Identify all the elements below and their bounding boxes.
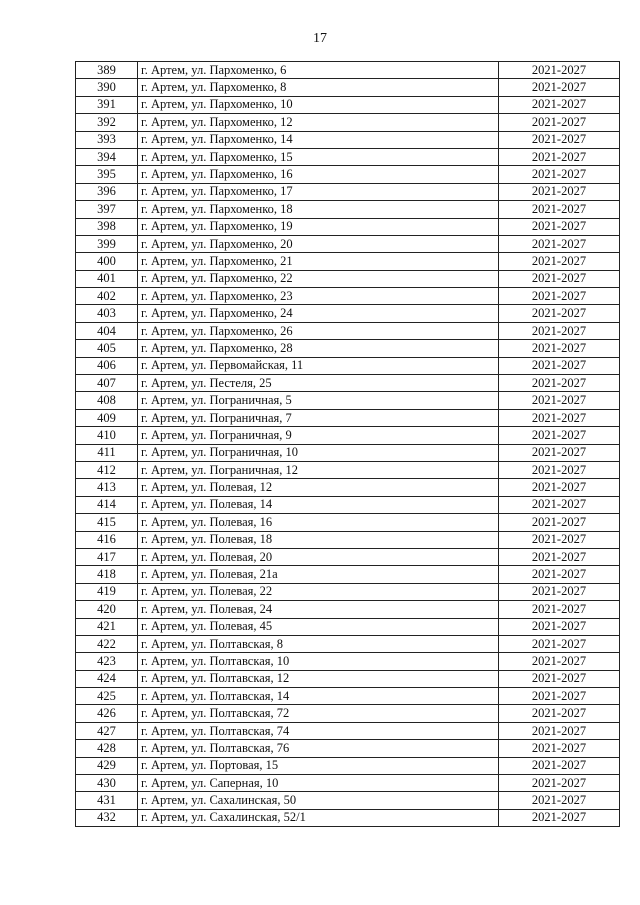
address-table-body (76, 62, 620, 827)
address-cell: г. Артем, ул. Полевая, 24 (138, 601, 499, 618)
row-number-cell: 422 (76, 635, 138, 652)
row-number-cell: 430 (76, 775, 138, 792)
table-row (76, 775, 620, 792)
period-cell: 2021-2027 (499, 340, 620, 357)
address-cell: г. Артем, ул. Полевая, 22 (138, 583, 499, 600)
period-cell: 2021-2027 (499, 514, 620, 531)
address-cell: г. Артем, ул. Полтавская, 72 (138, 705, 499, 722)
period-cell: 2021-2027 (499, 166, 620, 183)
row-number-cell: 403 (76, 305, 138, 322)
row-number-cell: 405 (76, 340, 138, 357)
period-cell: 2021-2027 (499, 531, 620, 548)
address-cell: г. Артем, ул. Сахалинская, 52/1 (138, 809, 499, 826)
period-cell: 2021-2027 (499, 288, 620, 305)
row-number-cell: 401 (76, 270, 138, 287)
table-row (76, 688, 620, 705)
row-number-cell: 400 (76, 253, 138, 270)
row-number-cell: 398 (76, 218, 138, 235)
row-number-cell: 428 (76, 740, 138, 757)
address-cell: г. Артем, ул. Пархоменко, 16 (138, 166, 499, 183)
table-row (76, 62, 620, 79)
period-cell: 2021-2027 (499, 548, 620, 565)
table-row (76, 322, 620, 339)
table-row (76, 583, 620, 600)
table-row (76, 514, 620, 531)
row-number-cell: 399 (76, 235, 138, 252)
address-cell: г. Артем, ул. Пограничная, 5 (138, 392, 499, 409)
row-number-cell: 416 (76, 531, 138, 548)
address-cell: г. Артем, ул. Пархоменко, 6 (138, 62, 499, 79)
address-cell: г. Артем, ул. Полевая, 12 (138, 479, 499, 496)
period-cell: 2021-2027 (499, 183, 620, 200)
table-row (76, 96, 620, 113)
row-number-cell: 424 (76, 670, 138, 687)
table-row (76, 357, 620, 374)
period-cell: 2021-2027 (499, 96, 620, 113)
table-row (76, 635, 620, 652)
table-row (76, 757, 620, 774)
address-cell: г. Артем, ул. Первомайская, 11 (138, 357, 499, 374)
table-row (76, 531, 620, 548)
row-number-cell: 415 (76, 514, 138, 531)
row-number-cell: 392 (76, 114, 138, 131)
row-number-cell: 402 (76, 288, 138, 305)
row-number-cell: 395 (76, 166, 138, 183)
row-number-cell: 389 (76, 62, 138, 79)
row-number-cell: 390 (76, 79, 138, 96)
row-number-cell: 391 (76, 96, 138, 113)
table-row (76, 548, 620, 565)
period-cell: 2021-2027 (499, 618, 620, 635)
table-row (76, 670, 620, 687)
table-row (76, 740, 620, 757)
row-number-cell: 414 (76, 496, 138, 513)
table-row (76, 270, 620, 287)
period-cell: 2021-2027 (499, 566, 620, 583)
table-row (76, 444, 620, 461)
address-cell: г. Артем, ул. Пархоменко, 21 (138, 253, 499, 270)
period-cell: 2021-2027 (499, 496, 620, 513)
table-row (76, 183, 620, 200)
period-cell: 2021-2027 (499, 792, 620, 809)
row-number-cell: 410 (76, 427, 138, 444)
table-row (76, 235, 620, 252)
table-row (76, 148, 620, 165)
row-number-cell: 413 (76, 479, 138, 496)
address-cell: г. Артем, ул. Саперная, 10 (138, 775, 499, 792)
address-cell: г. Артем, ул. Пархоменко, 23 (138, 288, 499, 305)
table-row (76, 305, 620, 322)
address-cell: г. Артем, ул. Пархоменко, 18 (138, 201, 499, 218)
row-number-cell: 393 (76, 131, 138, 148)
table-row (76, 705, 620, 722)
table-row (76, 288, 620, 305)
row-number-cell: 408 (76, 392, 138, 409)
address-cell: г. Артем, ул. Сахалинская, 50 (138, 792, 499, 809)
address-cell: г. Артем, ул. Пархоменко, 17 (138, 183, 499, 200)
table-row (76, 479, 620, 496)
row-number-cell: 418 (76, 566, 138, 583)
address-cell: г. Артем, ул. Полтавская, 14 (138, 688, 499, 705)
period-cell: 2021-2027 (499, 79, 620, 96)
address-table (75, 61, 620, 827)
row-number-cell: 421 (76, 618, 138, 635)
period-cell: 2021-2027 (499, 131, 620, 148)
address-cell: г. Артем, ул. Полтавская, 76 (138, 740, 499, 757)
row-number-cell: 407 (76, 375, 138, 392)
row-number-cell: 432 (76, 809, 138, 826)
row-number-cell: 396 (76, 183, 138, 200)
table-row (76, 618, 620, 635)
period-cell: 2021-2027 (499, 705, 620, 722)
address-cell: г. Артем, ул. Полтавская, 12 (138, 670, 499, 687)
row-number-cell: 409 (76, 409, 138, 426)
table-row (76, 253, 620, 270)
period-cell: 2021-2027 (499, 809, 620, 826)
period-cell: 2021-2027 (499, 583, 620, 600)
table-row (76, 392, 620, 409)
address-cell: г. Артем, ул. Пограничная, 9 (138, 427, 499, 444)
row-number-cell: 427 (76, 722, 138, 739)
table-row (76, 409, 620, 426)
period-cell: 2021-2027 (499, 444, 620, 461)
table-row (76, 218, 620, 235)
row-number-cell: 419 (76, 583, 138, 600)
period-cell: 2021-2027 (499, 235, 620, 252)
address-cell: г. Артем, ул. Полевая, 18 (138, 531, 499, 548)
table-row (76, 566, 620, 583)
period-cell: 2021-2027 (499, 635, 620, 652)
table-row (76, 809, 620, 826)
address-cell: г. Артем, ул. Полтавская, 10 (138, 653, 499, 670)
period-cell: 2021-2027 (499, 392, 620, 409)
table-row (76, 427, 620, 444)
row-number-cell: 426 (76, 705, 138, 722)
row-number-cell: 420 (76, 601, 138, 618)
table-row (76, 201, 620, 218)
address-table-container (75, 61, 620, 827)
row-number-cell: 404 (76, 322, 138, 339)
table-row (76, 166, 620, 183)
address-cell: г. Артем, ул. Пограничная, 12 (138, 461, 499, 478)
row-number-cell: 423 (76, 653, 138, 670)
row-number-cell: 394 (76, 148, 138, 165)
address-cell: г. Артем, ул. Пархоменко, 14 (138, 131, 499, 148)
period-cell: 2021-2027 (499, 757, 620, 774)
row-number-cell: 425 (76, 688, 138, 705)
address-cell: г. Артем, ул. Портовая, 15 (138, 757, 499, 774)
address-cell: г. Артем, ул. Пархоменко, 28 (138, 340, 499, 357)
period-cell: 2021-2027 (499, 322, 620, 339)
table-row (76, 114, 620, 131)
period-cell: 2021-2027 (499, 62, 620, 79)
address-cell: г. Артем, ул. Пархоменко, 19 (138, 218, 499, 235)
address-cell: г. Артем, ул. Полтавская, 8 (138, 635, 499, 652)
period-cell: 2021-2027 (499, 479, 620, 496)
table-row (76, 79, 620, 96)
row-number-cell: 411 (76, 444, 138, 461)
table-row (76, 375, 620, 392)
table-row (76, 722, 620, 739)
table-row (76, 792, 620, 809)
period-cell: 2021-2027 (499, 114, 620, 131)
row-number-cell: 397 (76, 201, 138, 218)
address-cell: г. Артем, ул. Пестеля, 25 (138, 375, 499, 392)
period-cell: 2021-2027 (499, 357, 620, 374)
period-cell: 2021-2027 (499, 427, 620, 444)
table-row (76, 653, 620, 670)
address-cell: г. Артем, ул. Полевая, 20 (138, 548, 499, 565)
address-cell: г. Артем, ул. Пархоменко, 24 (138, 305, 499, 322)
period-cell: 2021-2027 (499, 740, 620, 757)
period-cell: 2021-2027 (499, 375, 620, 392)
row-number-cell: 406 (76, 357, 138, 374)
address-cell: г. Артем, ул. Пограничная, 7 (138, 409, 499, 426)
address-cell: г. Артем, ул. Пархоменко, 26 (138, 322, 499, 339)
address-cell: г. Артем, ул. Пархоменко, 20 (138, 235, 499, 252)
period-cell: 2021-2027 (499, 305, 620, 322)
row-number-cell: 412 (76, 461, 138, 478)
period-cell: 2021-2027 (499, 148, 620, 165)
period-cell: 2021-2027 (499, 653, 620, 670)
page-number: 17 (313, 31, 327, 46)
address-cell: г. Артем, ул. Полевая, 45 (138, 618, 499, 635)
period-cell: 2021-2027 (499, 601, 620, 618)
table-row (76, 496, 620, 513)
period-cell: 2021-2027 (499, 253, 620, 270)
period-cell: 2021-2027 (499, 722, 620, 739)
period-cell: 2021-2027 (499, 688, 620, 705)
address-cell: г. Артем, ул. Пархоменко, 15 (138, 148, 499, 165)
address-cell: г. Артем, ул. Полевая, 16 (138, 514, 499, 531)
period-cell: 2021-2027 (499, 201, 620, 218)
table-row (76, 601, 620, 618)
period-cell: 2021-2027 (499, 409, 620, 426)
row-number-cell: 431 (76, 792, 138, 809)
period-cell: 2021-2027 (499, 670, 620, 687)
address-cell: г. Артем, ул. Пархоменко, 8 (138, 79, 499, 96)
address-cell: г. Артем, ул. Пограничная, 10 (138, 444, 499, 461)
address-cell: г. Артем, ул. Пархоменко, 12 (138, 114, 499, 131)
address-cell: г. Артем, ул. Пархоменко, 22 (138, 270, 499, 287)
period-cell: 2021-2027 (499, 218, 620, 235)
table-row (76, 461, 620, 478)
row-number-cell: 417 (76, 548, 138, 565)
table-row (76, 340, 620, 357)
period-cell: 2021-2027 (499, 461, 620, 478)
address-cell: г. Артем, ул. Пархоменко, 10 (138, 96, 499, 113)
table-row (76, 131, 620, 148)
address-cell: г. Артем, ул. Полтавская, 74 (138, 722, 499, 739)
address-cell: г. Артем, ул. Полевая, 21а (138, 566, 499, 583)
period-cell: 2021-2027 (499, 270, 620, 287)
period-cell: 2021-2027 (499, 775, 620, 792)
address-cell: г. Артем, ул. Полевая, 14 (138, 496, 499, 513)
row-number-cell: 429 (76, 757, 138, 774)
